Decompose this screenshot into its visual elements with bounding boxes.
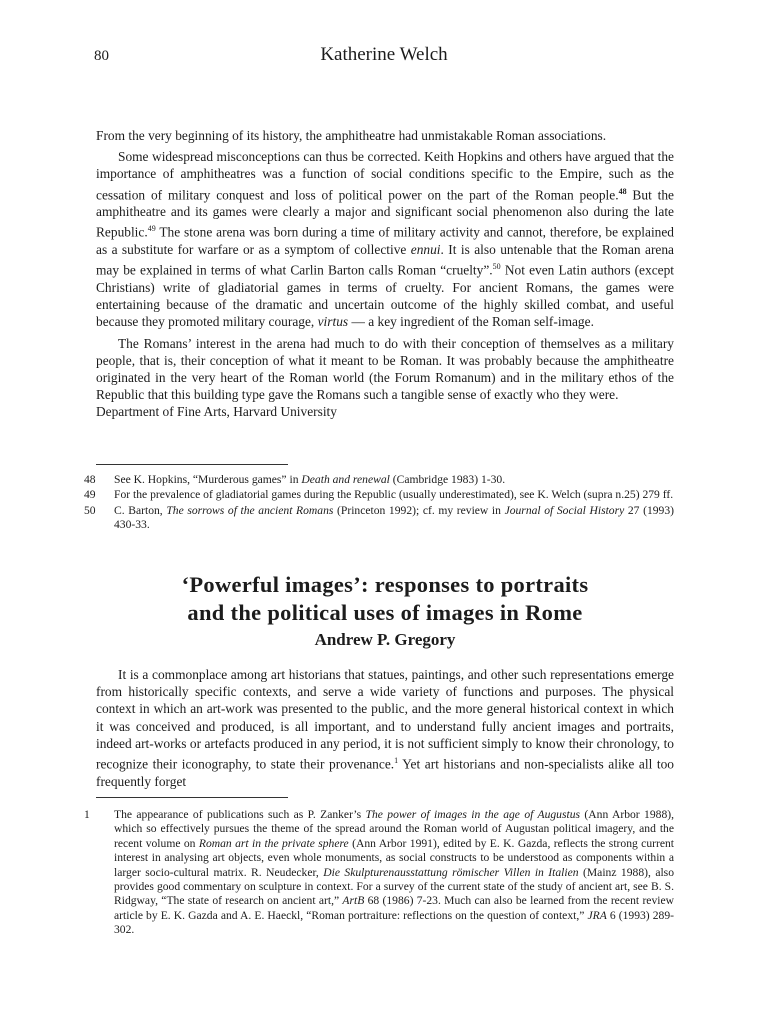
paragraph: The Romans’ interest in the arena had much to do with their conception of themselves as a military people, that is, their conception of what it meant to be Roman. It was probably because the amphitheatre originated in the very heart of the Roman world (the Forum Romanum) and in the military ethos of the Republic that this building type gave the Romans such a tangible sense of exactly who they were.	[96, 335, 674, 403]
footnotes	[84, 473, 674, 534]
paragraph: From the very beginning of its history, the amphitheatre had unmistakable Roman associations.	[96, 128, 607, 143]
footnote-number: 48	[84, 473, 96, 486]
article-title: ‘Powerful images’: responses to portraits and the political uses of images in Rome	[181, 572, 589, 625]
footnote-ref[interactable]: 50	[492, 262, 501, 272]
paragraph: Some widespread misconceptions can thus be corrected. Keith Hopkins and others have argued that the importance of amphitheatres was a function of social conditions specific to the Empire, such as the cessation of military conquest and loss of political power on the part of the Roman people.$^{48}$ But the amphitheatre and its games were clearly a major and significant social phenomenon also during the late Republic.$^{49}$ The stone arena was born during a time of military activity and cannot, therefore, be explained as a substitute for warfare or as a symptom of collective ennui. It is also untenable that the Roman arena may be explained in terms of what Carlin Barton calls Roman “cruelty”.$^{50}$ Not even Latin authors (except Christians) write of gladiatorial games in terms of cruelty. For ancient Romans, the games were entertaining because of the dramatic and uncertain outcome of the highly skilled combat, and useful because they promoted military courage, virtus — a key ingredient of the Roman self-image.	[96, 149, 674, 330]
footnote-ref[interactable]: 49	[147, 224, 156, 234]
author-affiliation: Department of Fine Arts, Harvard University	[96, 404, 337, 420]
paragraph: It is a commonplace among art historians that statues, paintings, and other such representations emerge from historically specific contexts, and serve a wide variety of functions and purposes. The physical context in which an art-work was presented to the public, and the more general historical context in which it was conceived and produced, is all important, and to understand fully ancient images and portraits, indeed art-works or artefacts produced in any period, it is not sufficient simply to know their chronology, to recognize their iconography, to state their provenance.$^1$ Yet art historians and non-specialists alike all too frequently forget	[96, 667, 674, 789]
page-number: 80	[94, 48, 109, 64]
footnote-ref[interactable]: 48	[618, 186, 627, 196]
footnote: 49 For the prevalence of gladiatorial games during the Republic (usually underestimated), see K. Welch (supra n.25) 279 ff.	[84, 488, 674, 502]
footnote: 48 See K. Hopkins, “Murderous games” in Death and renewal (Cambridge 1983) 1-30.	[84, 473, 506, 486]
footnote: 1 The appearance of publications such as P. Zanker’s The power of images in the age of Augustus (Ann Arbor 1988), which so effectively pursues the theme of the spread around the Roman world of Augustan political imagery, and the recent volume on Roman art in the private sphere (Ann Arbor 1991), edited by E. K. Gazda, reflects the strong current interest in analysing art objects, even whole monuments, as social constructs to be understood as components within a larger socio-cultural matrix. R. Neudecker, Die Skulpturenausstattung römischer Villen in Italien (Mainz 1988), also provides good commentary on sculpture in context. For a survey of the current state of the study of ancient art, see B. S. Ridgway, “The state of research on ancient art,” ArtB 68 (1986) 7-23. Much can also be learned from the recent review article by E. K. Gazda and A. E. Haeckl, “Roman portraiture: reflections on the question of context,” JRA 6 (1993) 289-302.	[84, 808, 675, 937]
article-body	[96, 666, 674, 790]
footnote-number: 49	[84, 488, 96, 502]
footnote-divider	[96, 797, 288, 798]
page-header	[94, 44, 674, 68]
footnote-divider	[96, 464, 288, 465]
article-author: Andrew P. Gregory	[314, 630, 456, 649]
footnotes	[84, 808, 674, 939]
running-head: Katherine Welch	[320, 44, 448, 65]
section-body	[96, 127, 674, 421]
footnote-ref[interactable]: 1	[394, 756, 399, 766]
footnote: 50 C. Barton, The sorrows of the ancient Romans (Princeton 1992); cf. my review in Journal of Social History 27 (1993) 430-33.	[84, 503, 674, 532]
footnote-number: 50	[84, 503, 96, 517]
footnote-number: 1	[84, 808, 90, 821]
